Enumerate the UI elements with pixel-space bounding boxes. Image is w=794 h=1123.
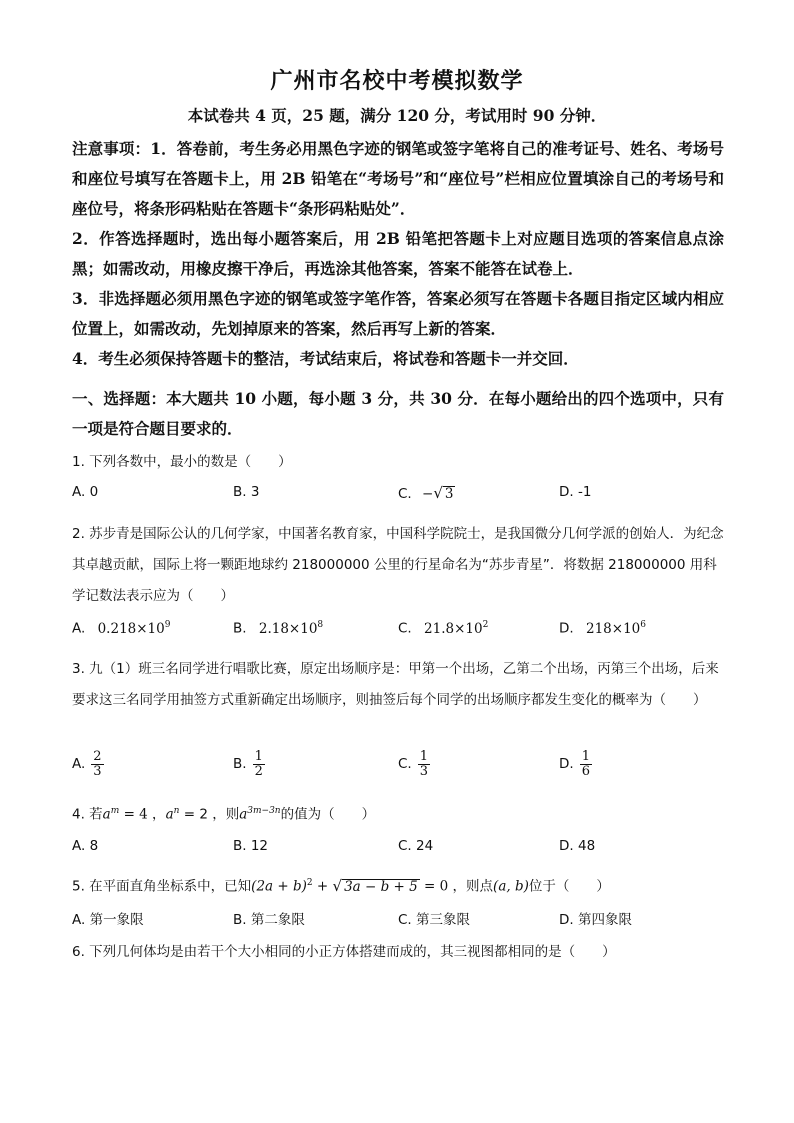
q1-option-c-radicand: 3 [444, 486, 454, 502]
question-5-stem [72, 868, 724, 902]
fraction-numerator: 1 [419, 749, 428, 764]
q4-var-a: a [102, 806, 111, 823]
q1-option-d: D. -1 [559, 484, 592, 500]
question-1-stem: 1. 下列各数中，最小的数是（ ） [72, 454, 292, 470]
q3-option-b [233, 750, 265, 778]
notice-item-2: 2．作答选择题时，选出每小题答案后，用 2B 铅笔把答题卡上对应题目选项的答案信息点涂黑；如需改动，用橡皮擦干净后，再选涂其他答案，答案不能答在试卷上． [72, 229, 724, 278]
q5-expr-paren: (2a + b) [251, 878, 307, 895]
q3-option-c [398, 750, 430, 778]
q3-option-b-fraction [253, 750, 265, 778]
q4-exp-m: m [110, 806, 120, 816]
q3-option-a-fraction [91, 750, 103, 778]
q1-option-c-sign: − [422, 486, 434, 502]
q3-option-c-fraction [418, 750, 430, 778]
fraction-denominator: 2 [254, 763, 263, 779]
question-2-options [72, 620, 732, 650]
q2-option-b-value: 2.18×10 [258, 620, 318, 637]
q3-option-d-label: D. [559, 756, 574, 773]
q4-eq-2: = 2 ，则 [179, 806, 240, 823]
q5-stem-prefix: 5. 在平面直角坐标系中，已知 [72, 878, 252, 895]
fraction-denominator: 6 [581, 763, 590, 779]
q4-stem-prefix: 4. 若 [72, 806, 103, 823]
exam-info: 本试卷共 4 页，25 题，满分 120 分，考试用时 90 分钟． [187, 106, 607, 125]
q5-point: (a, b) [493, 878, 529, 895]
fraction-numerator: 2 [93, 749, 102, 764]
q2-option-c-label: C. [398, 620, 412, 637]
q4-exp-3m-3n: 3m−3n [247, 806, 281, 816]
q4-option-a: A. 8 [72, 838, 99, 854]
q3-option-c-label: C. [398, 756, 412, 773]
q2-option-a-value: 0.218×10 [97, 620, 165, 637]
q1-option-a: A. 0 [72, 484, 99, 500]
q5-exp-2: 2 [306, 878, 313, 888]
q2-option-b [233, 620, 323, 637]
q2-option-a-exponent: 9 [164, 620, 171, 630]
q2-option-d-exponent: 6 [640, 620, 646, 630]
fraction-denominator: 3 [93, 763, 102, 779]
page-title: 广州市名校中考模拟数学 [270, 68, 524, 94]
q3-option-d [559, 750, 592, 778]
fraction-numerator: 1 [581, 749, 590, 764]
q4-exp-n: n [173, 806, 180, 816]
q5-option-b: B. 第二象限 [233, 912, 305, 928]
q2-option-d-value: 218×10 [585, 620, 641, 637]
question-4-options [72, 838, 732, 868]
question-6-stem: 6. 下列几何体均是由若干个大小相同的小正方体搭建而成的，其三视图都相同的是（ ） [72, 944, 616, 960]
question-4-stem [72, 796, 724, 830]
q2-option-c-value: 21.8×10 [424, 620, 483, 637]
fraction-numerator: 1 [254, 749, 263, 764]
q5-option-c: C. 第三象限 [398, 912, 471, 928]
q3-option-d-fraction [580, 750, 592, 778]
q4-var-a: a [165, 806, 174, 823]
fraction-denominator: 3 [419, 763, 428, 779]
q2-option-b-label: B. [233, 620, 247, 637]
notice-item-1: 注意事项：1．答卷前，考生务必用黑色字迹的钢笔或签字笔将自己的准考证号、姓名、考场号和座位号填写在答题卡上，用 2B 铅笔在“考场号”和“座位号”栏相应位置填涂自己的考场号和座位号，将条形码粘贴在答题卡“条形码粘贴处”． [72, 139, 724, 218]
q4-option-b: B. 12 [233, 838, 269, 854]
q2-option-d-label: D. [559, 620, 574, 637]
q5-radicand: 3a − b + 5 [344, 878, 418, 895]
q5-stem-suffix: 位于（ ） [528, 878, 610, 895]
q2-option-a [72, 620, 170, 637]
radical-sign: √ [332, 876, 343, 895]
q1-option-c-label: C. [398, 486, 412, 502]
q2-option-c [398, 620, 488, 637]
q3-option-a-label: A. [72, 756, 86, 773]
question-5-options [72, 908, 732, 938]
q5-plus: + [312, 878, 333, 895]
section-heading: 一、选择题：本大题共 10 小题，每小题 3 分，共 30 分．在每小题给出的四个选项中，只有一项是符合题目要求的． [72, 389, 724, 438]
notice-item-4: 4．考生必须保持答题卡的整洁，考试结束后，将试卷和答题卡一并交回． [72, 349, 579, 368]
q3-option-b-label: B. [233, 756, 247, 773]
q4-var-a: a [239, 806, 248, 823]
q1-option-b: B. 3 [233, 484, 260, 500]
q5-option-a: A. 第一象限 [72, 912, 144, 928]
q2-option-d [559, 620, 646, 637]
question-3-options [72, 750, 732, 790]
question-3-stem: 3. 九（1）班三名同学进行唱歌比赛，原定出场顺序是：甲第一个出场，乙第二个出场，丙第三个出场，后来要求这三名同学用抽签方式重新确定出场顺序，则抽签后每个同学的出场顺序都发生变化的概率为（ ） [72, 661, 719, 708]
question-2-stem: 2. 苏步青是国际公认的几何学家，中国著名教育家，中国科学院院士，是我国微分几何学派的创始人．为纪念其卓越贡献，国际上将一颗距地球约 218000000 公里的行星命名为“苏步青星”．将数据 218000000 用科学记数法表示应为（ ） [72, 526, 724, 604]
q4-stem-suffix: 的值为（ ） [280, 806, 376, 823]
q4-eq-1: = 4 ， [119, 806, 166, 823]
q2-option-c-exponent: 2 [482, 620, 489, 630]
question-1-options [72, 484, 732, 514]
q5-eq: = 0 ，则点 [419, 878, 494, 895]
q4-option-d: D. 48 [559, 838, 596, 854]
q1-option-c [398, 484, 455, 502]
q4-option-c: C. 24 [398, 838, 434, 854]
q5-option-d: D. 第四象限 [559, 912, 632, 928]
q3-option-a [72, 750, 104, 778]
radical-sign: √ [433, 484, 443, 502]
notice-item-3: 3．非选择题必须用黑色字迹的钢笔或签字笔作答，答案必须写在答题卡各题目指定区域内相应位置上，如需改动，先划掉原来的答案，然后再写上新的答案． [72, 289, 724, 338]
q2-option-a-label: A. [72, 620, 86, 637]
q2-option-b-exponent: 8 [317, 620, 324, 630]
